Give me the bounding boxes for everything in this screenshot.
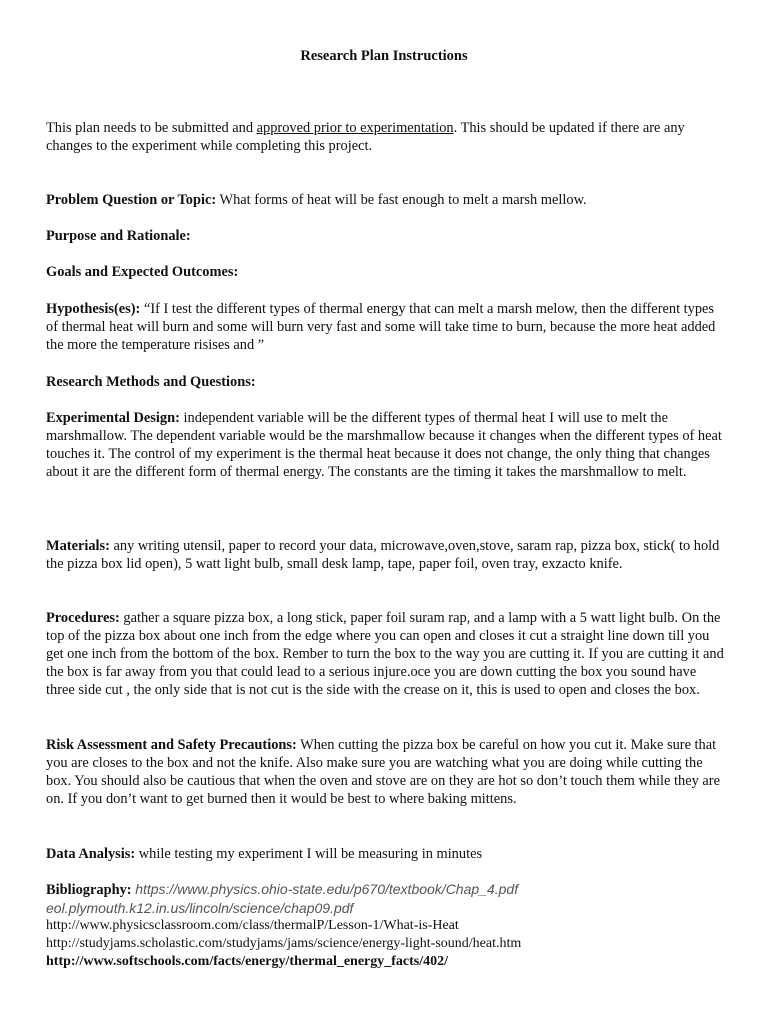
materials-label: Materials: bbox=[46, 538, 110, 554]
problem-label: Problem Question or Topic: bbox=[46, 192, 217, 208]
bibliography-link-1[interactable]: https://www.physics.ohio-state.edu/p670/textbook/Chap_4.pdf bbox=[135, 881, 519, 897]
methods-section bbox=[46, 373, 726, 391]
risk-text: When cutting the pizza box be careful on how you cut it. Make sure that you are closes to the box and not the knife. Also make sure you are watching what you are doing while cutting the box. You should also be cautious that when the oven and stove are on they are hot so don’t touch them while they are on. If you don’t want to get burned then it would be best to where baking mittens. bbox=[46, 737, 720, 807]
hypothesis-section bbox=[46, 300, 726, 354]
design-section bbox=[46, 409, 726, 481]
goals-label: Goals and Expected Outcomes: bbox=[46, 264, 239, 280]
procedures-label: Procedures: bbox=[46, 610, 120, 626]
analysis-section bbox=[46, 845, 726, 863]
bibliography-link-2[interactable]: eol.plymouth.k12.in.us/lincoln/science/chap09.pdf bbox=[46, 900, 354, 916]
procedures-section bbox=[46, 609, 726, 699]
risk-section bbox=[46, 736, 726, 808]
bibliography-link-5[interactable]: http://www.softschools.com/facts/energy/thermal_energy_facts/402/ bbox=[46, 954, 449, 969]
intro-paragraph bbox=[46, 119, 726, 155]
document-title: Research Plan Instructions bbox=[300, 48, 468, 64]
bibliography-label: Bibliography: bbox=[46, 882, 132, 898]
bibliography-section bbox=[46, 880, 726, 971]
purpose-section bbox=[46, 227, 726, 245]
materials-section bbox=[46, 537, 726, 573]
risk-label: Risk Assessment and Safety Precautions: bbox=[46, 737, 297, 753]
methods-label: Research Methods and Questions: bbox=[46, 374, 256, 390]
bibliography-link-3[interactable]: http://www.physicsclassroom.com/class/thermalP/Lesson-1/What-is-Heat bbox=[46, 918, 459, 933]
goals-section bbox=[46, 263, 726, 281]
hypothesis-text: “If I test the different types of thermal energy that can melt a marsh melow, then the different types of thermal heat will burn and some will burn very fast and some will take time to burn, because the more heat added the more the temperature risises and ” bbox=[46, 301, 716, 353]
procedures-text: gather a square pizza box, a long stick, paper foil suram rap, and a lamp with a 5 watt light bulb. On the top of the pizza box about one inch from the edge where you can open and closes it cut a straight line down till you get one inch from the bottom of the box. Rember to turn the box to the way you are cutting it. If you are cutting it and the box is far away from you that could lead to a serious injure.oce you are down cutting the box you sound have three side cut , the only side that is not cut is the side with the crease on it, this is used to open and closes the box. bbox=[46, 610, 724, 698]
intro-text-start: This plan needs to be submitted and bbox=[46, 120, 257, 136]
intro-text-end: . This should be updated if there are any changes to the experiment while completing this project. bbox=[46, 120, 685, 154]
design-label: Experimental Design: bbox=[46, 410, 180, 426]
purpose-label: Purpose and Rationale: bbox=[46, 228, 191, 244]
problem-text: What forms of heat will be fast enough to melt a marsh mellow. bbox=[216, 192, 587, 208]
materials-text: any writing utensil, paper to record your data, microwave,oven,stove, saram rap, pizza box, stick( to hold the pizza box lid open), 5 watt light bulb, small desk lamp, tape, paper foil, oven tray, exzacto knife. bbox=[46, 538, 720, 572]
analysis-text: while testing my experiment I will be measuring in minutes bbox=[135, 846, 483, 862]
bibliography-link-4[interactable]: http://studyjams.scholastic.com/studyjams/jams/science/energy-light-sound/heat.htm bbox=[46, 936, 522, 951]
design-text: independent variable will be the different types of thermal heat I will use to melt the marshmallow. The dependent variable would be the marshmallow because it changes when the different types of heat touches it. The control of my experiment is the thermal heat because it does not change, the only thing that changes about it are the different form of thermal energy. The constants are the timing it takes the marshmallow to melt. bbox=[46, 410, 722, 480]
hypothesis-label: Hypothesis(es): bbox=[46, 301, 141, 317]
analysis-label: Data Analysis: bbox=[46, 846, 136, 862]
problem-section bbox=[46, 191, 726, 209]
approval-emphasis: approved prior to experimentation bbox=[256, 120, 454, 136]
